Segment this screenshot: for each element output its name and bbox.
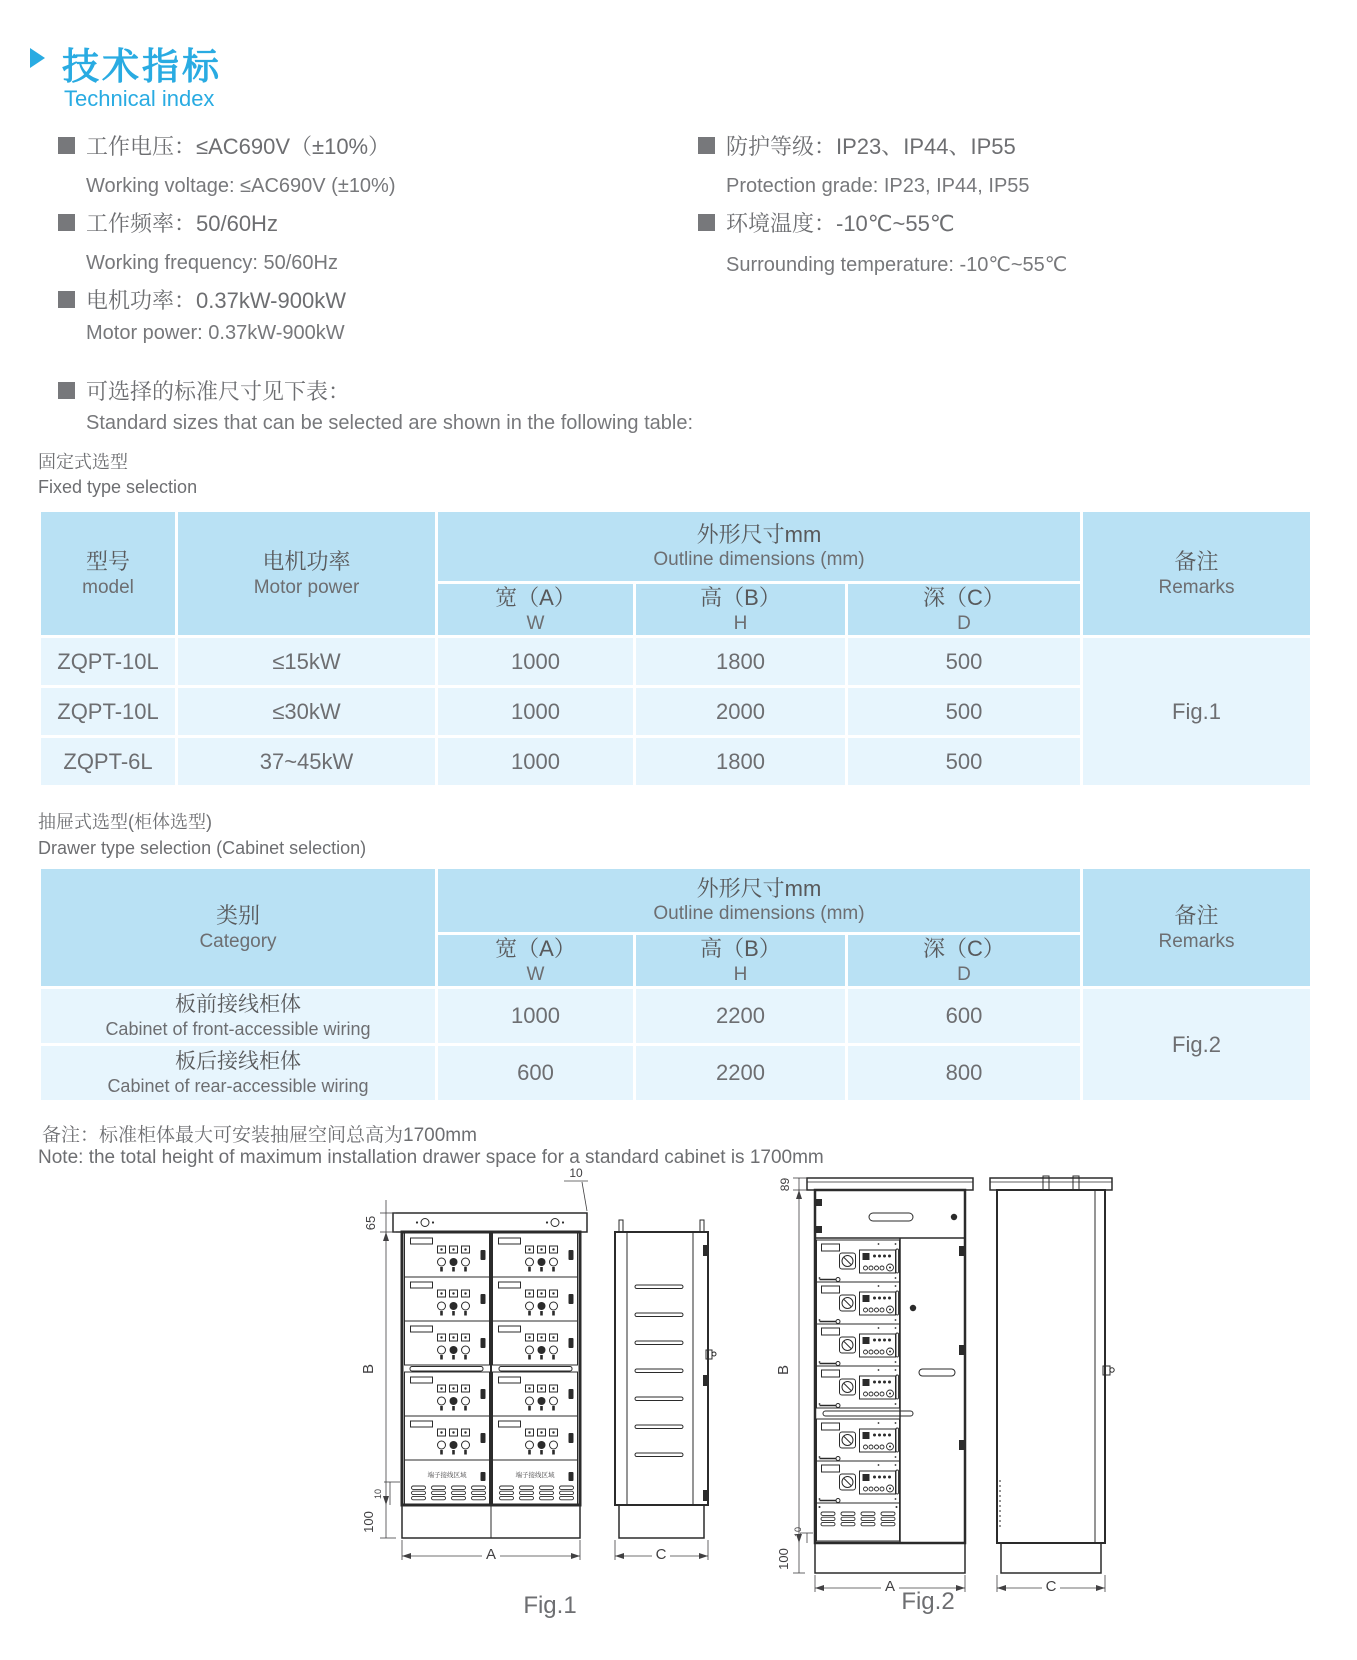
- page-subtitle: Technical index: [64, 86, 215, 111]
- spec-protection-grade: [698, 130, 1016, 161]
- fixed-selection-label-en: Fixed type selection: [38, 477, 198, 497]
- spec-surrounding-temperature: [698, 207, 955, 238]
- bullet-square-icon: [698, 214, 715, 231]
- cell-height: 2200: [635, 1045, 847, 1102]
- spec-motor-power: [58, 284, 346, 315]
- cell-width: 1000: [437, 637, 635, 687]
- spec-working-voltage: [58, 130, 390, 161]
- cell-depth: 500: [847, 687, 1082, 737]
- header-depth-c: 深（C） D: [847, 583, 1082, 637]
- fig1-dim-B: B: [360, 1363, 377, 1375]
- fig2-front-view: [807, 1178, 973, 1573]
- fig2-dim-89: 89: [778, 1177, 792, 1192]
- fig2-dim-A: A: [884, 1578, 896, 1595]
- spec-working-frequency-en: Working frequency: 50/60Hz: [86, 252, 338, 274]
- spec-standard-sizes: [58, 375, 350, 406]
- cell-depth: 800: [847, 1045, 1082, 1102]
- cell-depth: 600: [847, 988, 1082, 1045]
- cell-depth: 500: [847, 637, 1082, 687]
- spec-working-frequency: [58, 207, 278, 238]
- spec-protection-grade-en: Protection grade: IP23, IP44, IP55: [726, 175, 1030, 197]
- cell-depth: 500: [847, 737, 1082, 787]
- spec-text: 工作电压：≤AC690V（±10%）: [86, 134, 391, 159]
- header-model: 型号 model: [40, 511, 177, 637]
- fixed-selection-table: [38, 509, 1313, 788]
- spec-text: 电机功率：0.37kW-900kW: [86, 288, 346, 313]
- bullet-square-icon: [58, 214, 75, 231]
- drawer-selection-label-en: Drawer type selection (Cabinet selection): [38, 838, 367, 858]
- cell-width: 1000: [437, 687, 635, 737]
- cell-motor: ≤30kW: [177, 687, 437, 737]
- header-outline-dimensions: 外形尺寸mm Outline dimensions (mm): [437, 868, 1082, 934]
- cell-height: 1800: [635, 637, 847, 687]
- header-width-a: 宽（A） W: [437, 934, 635, 988]
- spec-surrounding-temperature-en: Surrounding temperature: -10℃~55℃: [726, 254, 1068, 276]
- cell-height: 1800: [635, 737, 847, 787]
- fig1-dim-10-top: 10: [569, 1166, 583, 1180]
- table-row: [40, 988, 1312, 1045]
- drawer-selection-label-cn: 抽屉式选型(柜体选型): [38, 812, 212, 832]
- fig2-caption: Fig.2: [901, 1588, 955, 1615]
- cell-motor: 37~45kW: [177, 737, 437, 787]
- header-remarks: 备注 Remarks: [1082, 511, 1312, 637]
- fig2-side-view: [990, 1176, 1114, 1573]
- fig2-dim-10: 10: [793, 1526, 803, 1538]
- cell-width: 1000: [437, 737, 635, 787]
- header-category: 类别 Category: [40, 868, 437, 988]
- header-height-b: 高（B） H: [635, 583, 847, 637]
- cell-category: 板后接线柜体 Cabinet of rear-accessible wiring: [40, 1045, 437, 1102]
- header-depth-c: 深（C） D: [847, 934, 1082, 988]
- fig1-terminal-label: 端子接线区域: [427, 1472, 467, 1479]
- cell-width: 600: [437, 1045, 635, 1102]
- note-cn: 备注：标准柜体最大可安装抽屉空间总高为1700mm: [42, 1125, 477, 1146]
- fig1-dim-C: C: [655, 1546, 667, 1563]
- cell-motor: ≤15kW: [177, 637, 437, 687]
- spec-text: 防护等级：IP23、IP44、IP55: [726, 134, 1016, 159]
- spec-text: 可选择的标准尺寸见下表：: [86, 379, 351, 404]
- bullet-square-icon: [58, 291, 75, 308]
- cell-model: ZQPT-10L: [40, 637, 177, 687]
- fig1-dim-10-bottom: 10: [373, 1488, 383, 1500]
- fig1-terminal-label: 端子接线区域: [515, 1472, 555, 1479]
- spec-standard-sizes-en: Standard sizes that can be selected are shown in the following table:: [86, 412, 694, 434]
- bullet-square-icon: [698, 137, 715, 154]
- cell-remark: Fig.2: [1082, 988, 1312, 1102]
- table-row: [40, 637, 1312, 687]
- cell-model: ZQPT-10L: [40, 687, 177, 737]
- cell-model: ZQPT-6L: [40, 737, 177, 787]
- header-height-b: 高（B） H: [635, 934, 847, 988]
- note-en: Note: the total height of maximum installation drawer space for a standard cabinet is 1700mm: [38, 1147, 824, 1168]
- bullet-square-icon: [58, 382, 75, 399]
- fig1-side-view: [615, 1220, 716, 1538]
- cell-width: 1000: [437, 988, 635, 1045]
- fig1-caption: Fig.1: [523, 1592, 577, 1619]
- spec-motor-power-en: Motor power: 0.37kW-900kW: [86, 322, 345, 344]
- cell-height: 2000: [635, 687, 847, 737]
- header-remarks: 备注 Remarks: [1082, 868, 1312, 988]
- spec-text: 环境温度：-10℃~55℃: [726, 211, 955, 236]
- cell-height: 2200: [635, 988, 847, 1045]
- cell-category: 板前接线柜体 Cabinet of front-accessible wiring: [40, 988, 437, 1045]
- fig1-dim-65: 65: [363, 1215, 378, 1231]
- fig2-dim-C: C: [1045, 1578, 1057, 1595]
- fig1-front-view: [393, 1213, 587, 1538]
- header-motor-power: 电机功率 Motor power: [177, 511, 437, 637]
- fig1-dim-A: A: [485, 1546, 497, 1563]
- fixed-selection-label-cn: 固定式选型: [38, 452, 128, 472]
- page-title: 技术指标: [62, 46, 222, 87]
- cell-remark: Fig.1: [1082, 637, 1312, 787]
- fig2-dim-B: B: [775, 1364, 792, 1376]
- header-width-a: 宽（A） W: [437, 583, 635, 637]
- fig1-dim-100: 100: [361, 1511, 376, 1533]
- header-outline-dimensions: 外形尺寸mm Outline dimensions (mm): [437, 511, 1082, 583]
- fig2-drawing: [755, 1160, 1155, 1630]
- drawer-selection-table: [38, 866, 1313, 1103]
- spec-text: 工作频率：50/60Hz: [86, 211, 278, 236]
- section-arrow-icon: [30, 48, 45, 68]
- fig1-drawing: [330, 1160, 740, 1630]
- spec-working-voltage-en: Working voltage: ≤AC690V (±10%): [86, 175, 396, 197]
- bullet-square-icon: [58, 137, 75, 154]
- fig2-dim-100: 100: [776, 1548, 791, 1570]
